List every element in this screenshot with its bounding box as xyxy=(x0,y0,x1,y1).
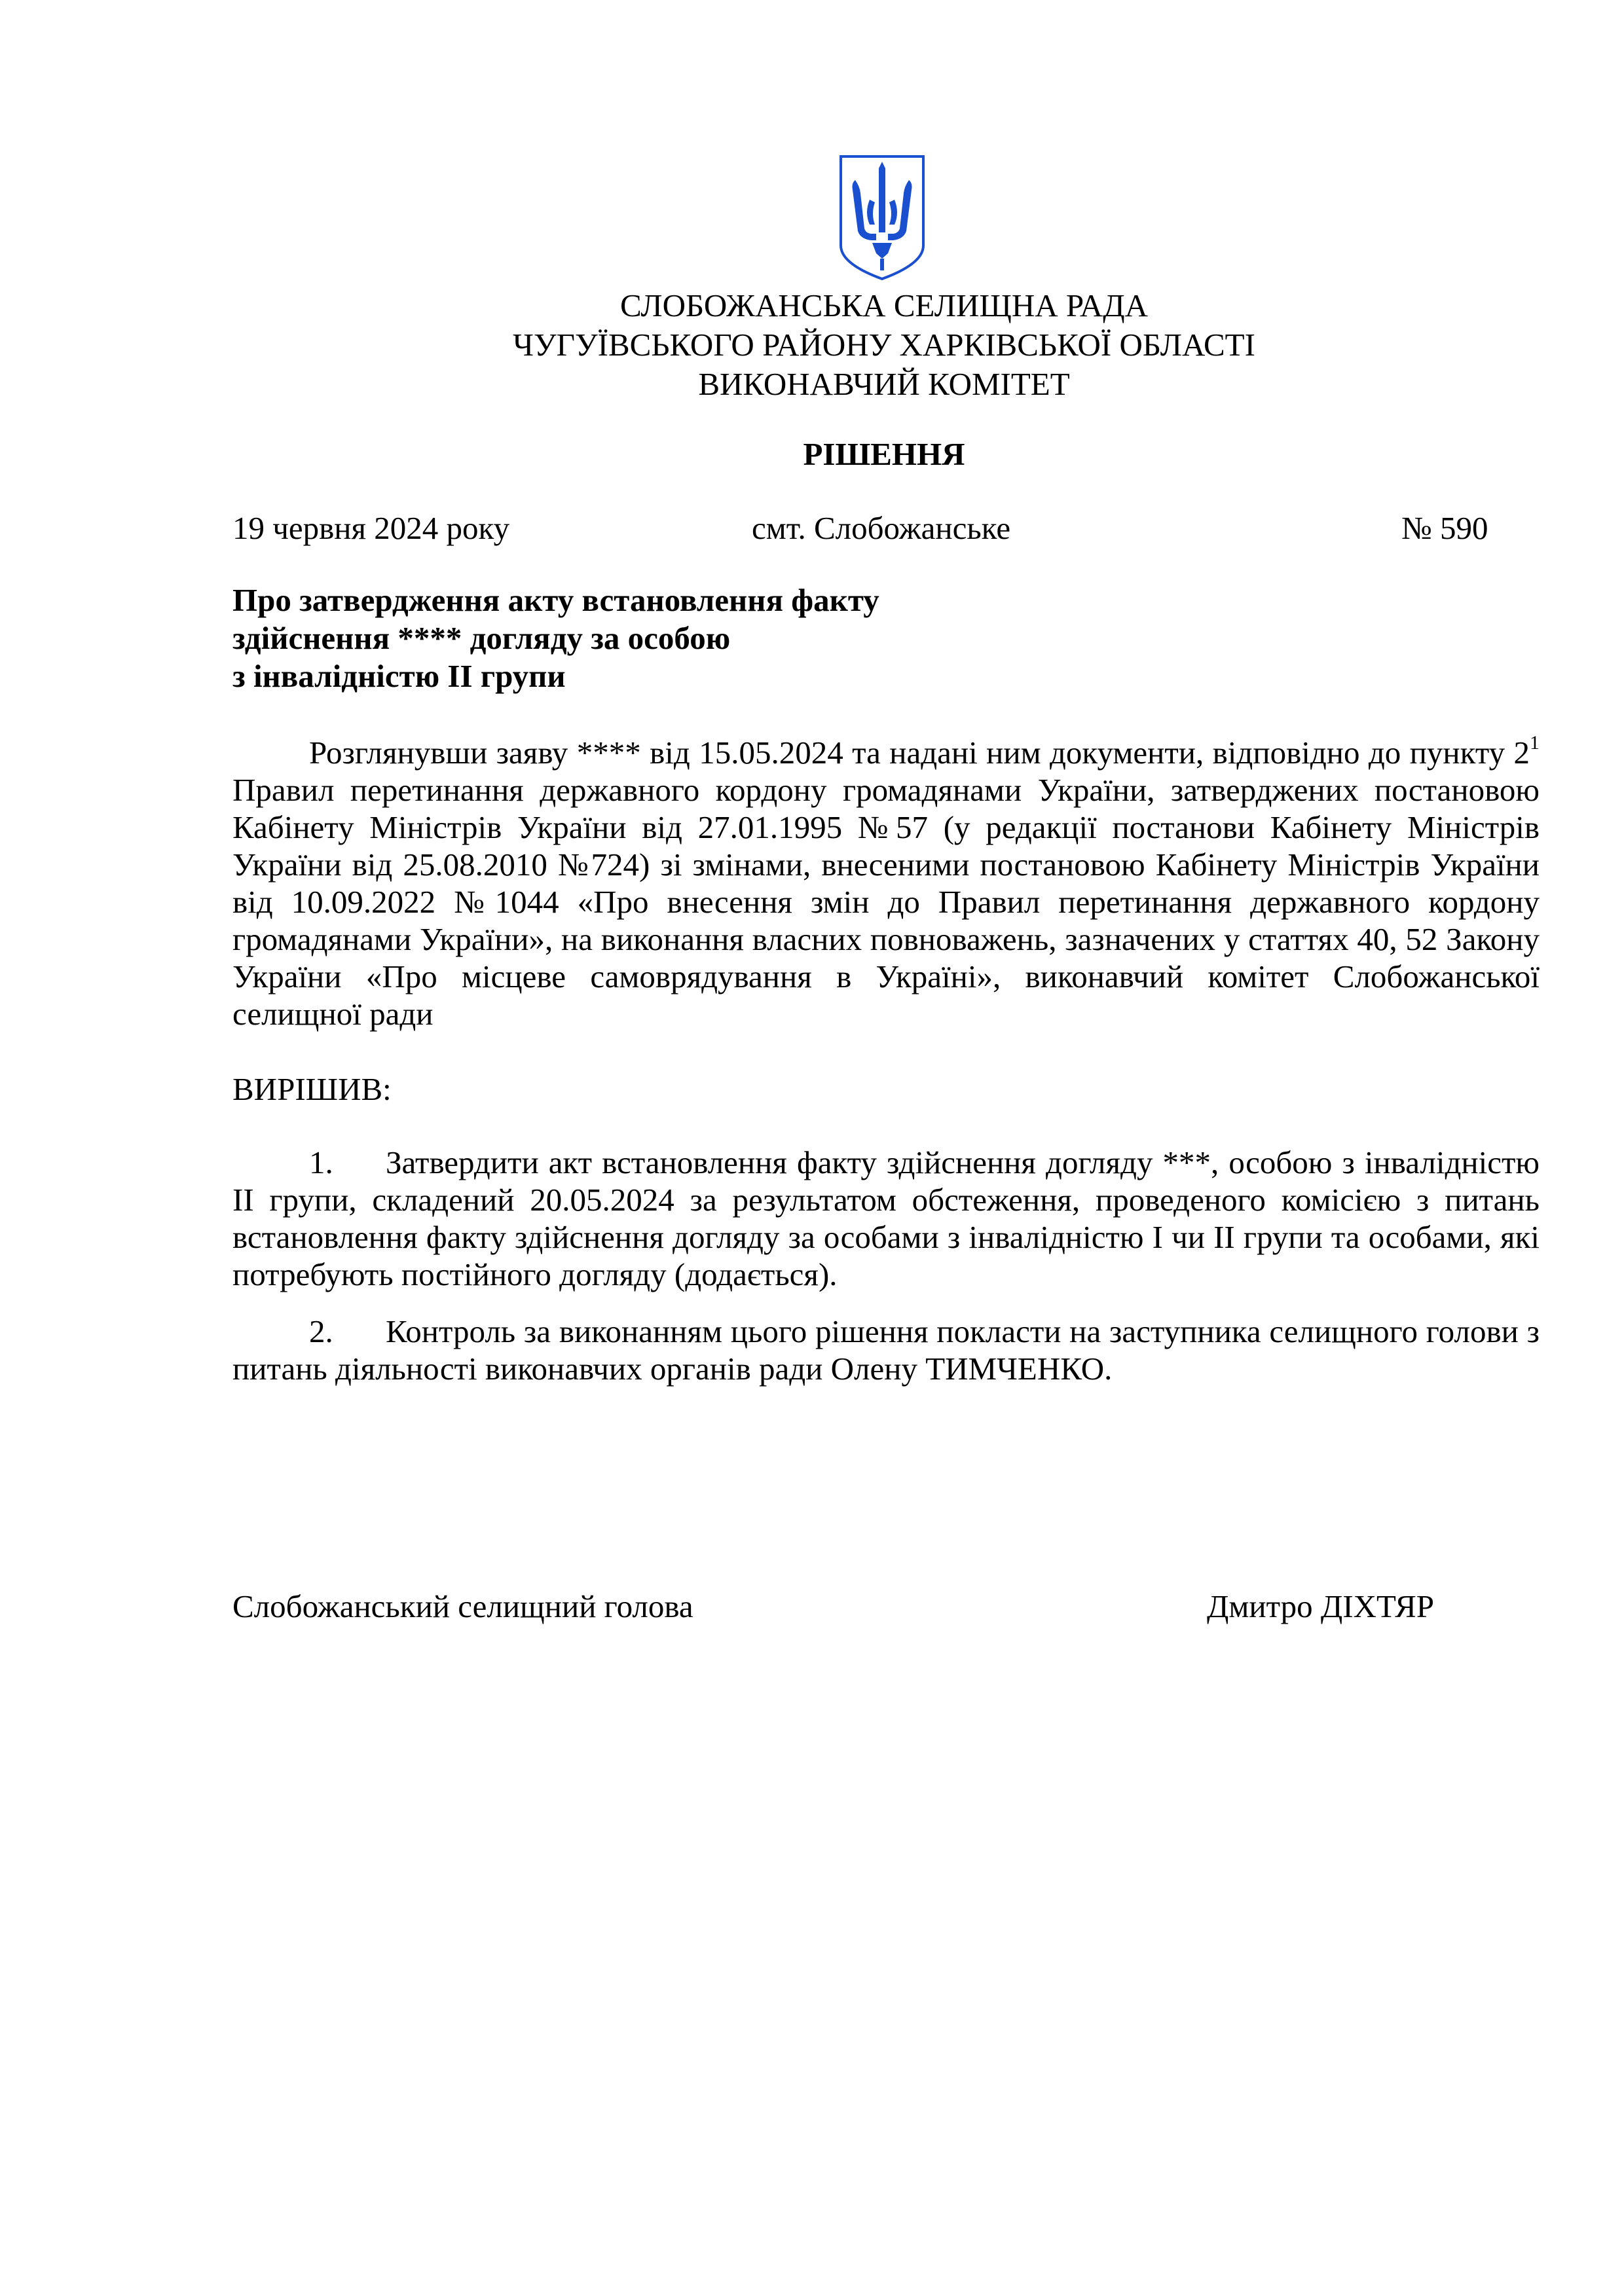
resolution-item xyxy=(232,1313,1540,1387)
preamble-text-end: Правил перетинання державного кордону громадянами України, затверджених постановою Кабінету Міністрів України від 27.01.1995 №57 (у редакції постанови Кабінету Міністрів України від 25.08.2010 №724) зі змінами, внесеними постановою Кабінету Міністрів України від 10.09.2022 №1044 «Про внесення змін до Правил перетинання державного кордону громадянами України», на виконання власних повноважень, зазначених у статтях 40, 52 Закону України «Про місцеве самоврядування в Україні», виконавчий комітет Слобожанської селищної ради xyxy=(232,772,1540,1032)
item-text: Контроль за виконанням цього рішення покласти на заступника селищного голови з питань діяльності виконавчих органів ради Олену ТИМЧЕНКО. xyxy=(232,1313,1540,1387)
resolution-item xyxy=(232,1144,1540,1293)
preamble-superscript: 1 xyxy=(1530,732,1540,754)
council-name: СЛОБОЖАНСЬКА СЕЛИЩНА РАДА xyxy=(619,287,1149,323)
item-text: Затвердити акт встановлення факту здійснення догляду ***, особою з інвалідністю ІІ групи, складений 20.05.2024 за результатом обстеження, проведеного комісією з питань встановлення факту здійснення догляду за особами з інвалідністю І чи ІІ групи та особами, які потребують постійного догляду (додається). xyxy=(232,1144,1540,1292)
decision-subject xyxy=(232,581,879,695)
decision-place: смт. Слобожанське xyxy=(752,510,1011,546)
district-name: ЧУГУЇВСЬКОГО РАЙОНУ ХАРКІВСЬКОЇ ОБЛАСТІ xyxy=(513,327,1255,363)
signatory-name: Дмитро ДІХТЯР xyxy=(1207,1588,1435,1624)
committee-name: ВИКОНАВЧИЙ КОМІТЕТ xyxy=(698,366,1070,402)
preamble-text-start: Розглянувши заяву **** від 15.05.2024 та надані ним документи, відповідно до пункту 2 xyxy=(309,735,1530,771)
subject-line: з інвалідністю ІІ групи xyxy=(232,658,566,694)
decision-date: 19 червня 2024 року xyxy=(232,510,510,546)
council-header xyxy=(0,286,1624,404)
item-number: 1. xyxy=(309,1144,333,1180)
resolved-label: ВИРІШИВ: xyxy=(232,1071,392,1107)
item-number: 2. xyxy=(309,1313,333,1349)
signatory-title: Слобожанський селищний голова xyxy=(232,1588,693,1624)
ukraine-trident-emblem-icon xyxy=(838,154,926,282)
decision-title: РІШЕННЯ xyxy=(803,436,965,472)
subject-line: Про затвердження акту встановлення факту xyxy=(232,582,879,618)
decision-number: № 590 xyxy=(1401,510,1488,546)
preamble-paragraph xyxy=(232,734,1540,1032)
subject-line: здійснення **** догляду за особою xyxy=(232,620,731,656)
